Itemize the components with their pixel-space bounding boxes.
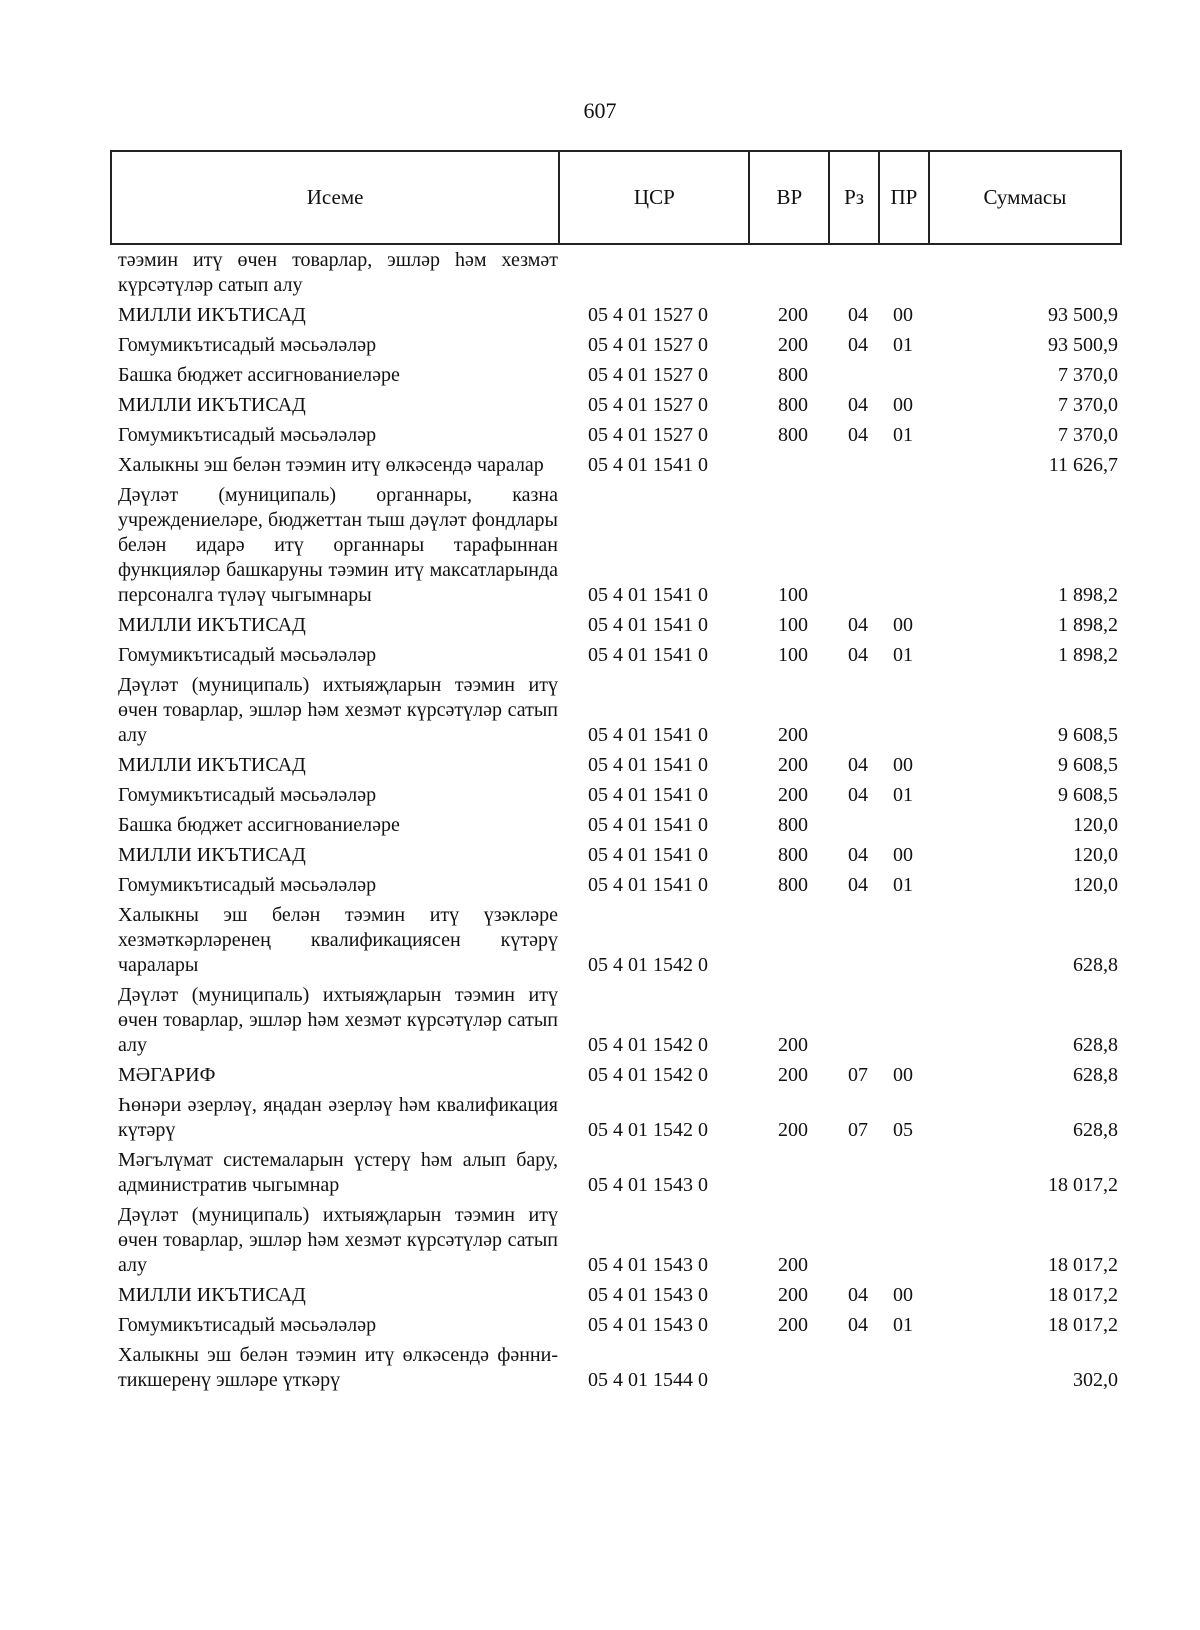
- cell-csr: 05 4 01 1544 0: [588, 1369, 708, 1391]
- cell-sum: 628,8: [1073, 1064, 1118, 1086]
- cell-vr: 200: [778, 784, 808, 806]
- cell-name: Гомумикътисадый мәсьәләләр: [118, 334, 377, 356]
- cell-vr: 800: [778, 394, 808, 416]
- cell-name: Дәүләт (муниципаль) ихтыяҗларын тәэмин итү өчен товарлар, эшләр һәм хезмәт күрсәтүләр сатып алу: [118, 984, 558, 1056]
- cell-sum: 9 608,5: [1058, 724, 1118, 746]
- table-row: [118, 363, 1118, 388]
- cell-vr: 200: [778, 1064, 808, 1086]
- cell-sum: 628,8: [1073, 1034, 1118, 1056]
- cell-csr: 05 4 01 1542 0: [588, 1119, 708, 1141]
- cell-rz: 04: [848, 304, 868, 326]
- cell-name: Гомумикътисадый мәсьәләләр: [118, 784, 377, 806]
- cell-name: Халыкны эш белән тәэмин итү өлкәсендә чаралар: [118, 454, 544, 476]
- cell-csr: 05 4 01 1541 0: [588, 844, 708, 866]
- table-row: [118, 673, 1118, 748]
- table-row: [118, 813, 1118, 838]
- cell-vr: 100: [778, 584, 808, 606]
- cell-csr: 05 4 01 1541 0: [588, 614, 708, 636]
- cell-vr: 200: [778, 754, 808, 776]
- cell-rz: 07: [848, 1119, 868, 1141]
- cell-vr: 200: [778, 334, 808, 356]
- cell-pr: 00: [893, 304, 913, 326]
- cell-csr: 05 4 01 1541 0: [588, 754, 708, 776]
- cell-rz: 04: [848, 754, 868, 776]
- cell-vr: 200: [778, 1314, 808, 1336]
- cell-csr: 05 4 01 1527 0: [588, 334, 708, 356]
- table-row: [118, 753, 1118, 778]
- cell-csr: 05 4 01 1541 0: [588, 874, 708, 896]
- table-row: [118, 1313, 1118, 1338]
- cell-csr: 05 4 01 1541 0: [588, 584, 708, 606]
- cell-name: Дәүләт (муниципаль) ихтыяҗларын тәэмин итү өчен товарлар, эшләр һәм хезмәт күрсәтүләр сатып алу: [118, 1204, 558, 1276]
- cell-sum: 18 017,2: [1048, 1254, 1118, 1276]
- cell-name: Дәүләт (муниципаль) органнары, казна учреждениеләре, бюджеттан тыш дәүләт фондлары белән идарә итү органнары тарафыннан функцияләр башкаруны тәэмин итү максатларында персоналга түләү чыгымнары: [118, 484, 558, 606]
- cell-rz: 04: [848, 1284, 868, 1306]
- table-row: [118, 393, 1118, 418]
- cell-pr: 01: [893, 424, 913, 446]
- header-sum: Суммасы: [983, 185, 1067, 209]
- cell-sum: 1 898,2: [1058, 614, 1118, 636]
- cell-csr: 05 4 01 1543 0: [588, 1254, 708, 1276]
- cell-vr: 200: [778, 1119, 808, 1141]
- cell-csr: 05 4 01 1543 0: [588, 1284, 708, 1306]
- cell-sum: 93 500,9: [1048, 334, 1118, 356]
- cell-name: МИЛЛИ ИКЪТИСАД: [118, 614, 306, 636]
- cell-csr: 05 4 01 1527 0: [588, 304, 708, 326]
- cell-name: МӘГАРИФ: [118, 1064, 216, 1086]
- cell-vr: 800: [778, 844, 808, 866]
- table-row: [118, 1203, 1118, 1278]
- cell-pr: 01: [893, 644, 913, 666]
- cell-vr: 800: [778, 814, 808, 836]
- cell-sum: 9 608,5: [1058, 784, 1118, 806]
- cell-sum: 302,0: [1073, 1369, 1118, 1391]
- header-csr: ЦСР: [560, 152, 750, 243]
- cell-name: Башка бюджет ассигнованиеләре: [118, 364, 400, 386]
- cell-vr: 800: [778, 874, 808, 896]
- table-row: [118, 873, 1118, 898]
- cell-pr: 00: [893, 1064, 913, 1086]
- cell-name: МИЛЛИ ИКЪТИСАД: [118, 844, 306, 866]
- cell-sum: 628,8: [1073, 1119, 1118, 1141]
- cell-csr: 05 4 01 1541 0: [588, 454, 708, 476]
- cell-pr: 01: [893, 1314, 913, 1336]
- cell-sum: 18 017,2: [1048, 1174, 1118, 1196]
- cell-name: Дәүләт (муниципаль) ихтыяҗларын тәэмин итү өчен товарлар, эшләр һәм хезмәт күрсәтүләр сатып алу: [118, 674, 558, 746]
- cell-pr: 01: [893, 334, 913, 356]
- cell-vr: 200: [778, 724, 808, 746]
- cell-pr: 00: [893, 394, 913, 416]
- cell-pr: 00: [893, 754, 913, 776]
- cell-rz: 07: [848, 1064, 868, 1086]
- cell-name: МИЛЛИ ИКЪТИСАД: [118, 1284, 306, 1306]
- table-row: [118, 643, 1118, 668]
- cell-rz: 04: [848, 614, 868, 636]
- cell-csr: 05 4 01 1541 0: [588, 814, 708, 836]
- cell-vr: 200: [778, 1284, 808, 1306]
- table-body: [118, 248, 1118, 1393]
- table-row: [118, 1093, 1118, 1143]
- cell-name: Гомумикътисадый мәсьәләләр: [118, 424, 377, 446]
- cell-csr: 05 4 01 1541 0: [588, 724, 708, 746]
- cell-pr: 00: [893, 614, 913, 636]
- cell-sum: 9 608,5: [1058, 754, 1118, 776]
- cell-rz: 04: [848, 1314, 868, 1336]
- cell-vr: 800: [778, 364, 808, 386]
- cell-csr: 05 4 01 1542 0: [588, 1034, 708, 1056]
- cell-rz: 04: [848, 874, 868, 896]
- table-header: [110, 150, 1122, 245]
- cell-sum: 7 370,0: [1058, 394, 1118, 416]
- cell-name: Мәгълүмат системаларын үстерү һәм алып бару, административ чыгымнар: [118, 1149, 558, 1196]
- table-row: [118, 613, 1118, 638]
- cell-name: МИЛЛИ ИКЪТИСАД: [118, 394, 306, 416]
- cell-name: Башка бюджет ассигнованиеләре: [118, 814, 400, 836]
- cell-sum: 93 500,9: [1048, 304, 1118, 326]
- cell-sum: 18 017,2: [1048, 1314, 1118, 1336]
- table-row: [118, 1063, 1118, 1088]
- table-row: [118, 1283, 1118, 1308]
- cell-pr: 05: [893, 1119, 913, 1141]
- table-row: [118, 333, 1118, 358]
- cell-csr: 05 4 01 1543 0: [588, 1314, 708, 1336]
- cell-csr: 05 4 01 1541 0: [588, 644, 708, 666]
- cell-name: Гомумикътисадый мәсьәләләр: [118, 644, 377, 666]
- cell-pr: 00: [893, 1284, 913, 1306]
- cell-name: Гомумикътисадый мәсьәләләр: [118, 1314, 377, 1336]
- cell-rz: 04: [848, 844, 868, 866]
- cell-csr: 05 4 01 1527 0: [588, 364, 708, 386]
- cell-pr: 00: [893, 844, 913, 866]
- cell-vr: 200: [778, 304, 808, 326]
- header-name: Исеме: [112, 152, 560, 243]
- header-rz: Рз: [830, 152, 880, 243]
- cell-sum: 18 017,2: [1048, 1284, 1118, 1306]
- cell-sum: 1 898,2: [1058, 644, 1118, 666]
- cell-sum: 120,0: [1073, 874, 1118, 896]
- cell-vr: 200: [778, 1034, 808, 1056]
- cell-csr: 05 4 01 1542 0: [588, 954, 708, 976]
- cell-sum: 1 898,2: [1058, 584, 1118, 606]
- table-row: [118, 1148, 1118, 1198]
- table-row: [118, 248, 1118, 298]
- cell-csr: 05 4 01 1527 0: [588, 424, 708, 446]
- cell-sum: 628,8: [1073, 954, 1118, 976]
- cell-pr: 01: [893, 874, 913, 896]
- table-row: [118, 903, 1118, 978]
- cell-name: Һөнәри әзерләү, яңадан әзерләү һәм квалификация күтәрү: [118, 1094, 558, 1141]
- cell-rz: 04: [848, 424, 868, 446]
- cell-rz: 04: [848, 334, 868, 356]
- cell-pr: 01: [893, 784, 913, 806]
- cell-csr: 05 4 01 1527 0: [588, 394, 708, 416]
- cell-csr: 05 4 01 1541 0: [588, 784, 708, 806]
- table-row: [118, 423, 1118, 448]
- page-number: 607: [583, 98, 617, 123]
- cell-name: Гомумикътисадый мәсьәләләр: [118, 874, 377, 896]
- header-pr: ПР: [880, 152, 930, 243]
- cell-csr: 05 4 01 1543 0: [588, 1174, 708, 1196]
- cell-vr: 100: [778, 644, 808, 666]
- cell-name: тәэмин итү өчен товарлар, эшләр һәм хезмәт күрсәтүләр сатып алу: [118, 249, 558, 296]
- cell-name: МИЛЛИ ИКЪТИСАД: [118, 754, 306, 776]
- table-row: [118, 983, 1118, 1058]
- cell-name: МИЛЛИ ИКЪТИСАД: [118, 304, 306, 326]
- table-row: [118, 783, 1118, 808]
- table-row: [118, 483, 1118, 608]
- cell-sum: 120,0: [1073, 844, 1118, 866]
- table-row: [118, 453, 1118, 478]
- cell-sum: 7 370,0: [1058, 364, 1118, 386]
- cell-rz: 04: [848, 784, 868, 806]
- cell-name: Халыкны эш белән тәэмин итү өлкәсендә фәнни-тикшеренү эшләре үткәрү: [118, 1344, 558, 1391]
- cell-name: Халыкны эш белән тәэмин итү үзәкләре хезмәткәрләренең квалификациясен күтәрү чаралары: [118, 904, 558, 976]
- cell-vr: 800: [778, 424, 808, 446]
- cell-csr: 05 4 01 1542 0: [588, 1064, 708, 1086]
- cell-rz: 04: [848, 394, 868, 416]
- cell-vr: 100: [778, 614, 808, 636]
- header-vr: ВР: [750, 152, 830, 243]
- cell-vr: 200: [778, 1254, 808, 1276]
- table-row: [118, 1343, 1118, 1393]
- cell-sum: 11 626,7: [1048, 454, 1118, 476]
- cell-sum: 120,0: [1073, 814, 1118, 836]
- cell-sum: 7 370,0: [1058, 424, 1118, 446]
- cell-rz: 04: [848, 644, 868, 666]
- table-row: [118, 843, 1118, 868]
- table-row: [118, 303, 1118, 328]
